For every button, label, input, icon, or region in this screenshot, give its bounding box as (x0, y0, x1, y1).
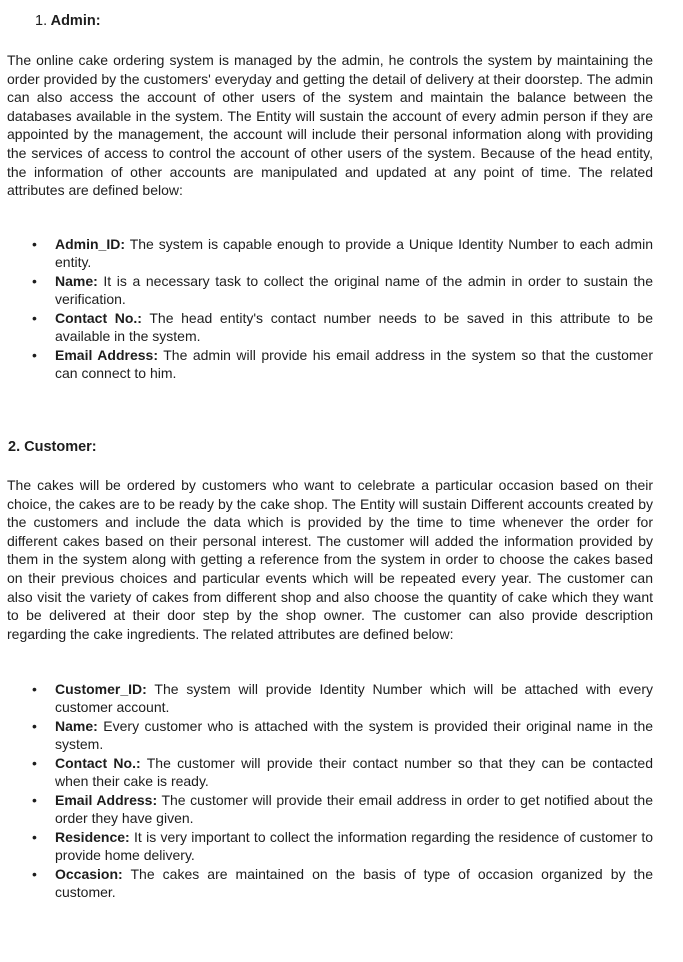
attribute-description: The system is capable enough to provide a Unique Identity Number to each admin entity. (55, 236, 653, 270)
attribute-term: Admin_ID: (55, 236, 125, 252)
attribute-description: Every customer who is attached with the system is provided their original name in the system. (55, 718, 654, 752)
attribute-description: It is a necessary task to collect the original name of the admin in order to sustain the verification. (55, 273, 654, 307)
bullet-icon: • (32, 718, 37, 734)
section-title: Customer: (24, 439, 97, 455)
attribute-text (55, 346, 653, 382)
attribute-text (55, 235, 653, 271)
bullet-icon: • (32, 755, 37, 771)
attribute-term: Name: (55, 273, 98, 289)
attribute-description: The admin will provide his email address in the system so that the customer can connect to him. (55, 347, 654, 381)
bullet-icon: • (32, 347, 37, 363)
bullet-icon: • (32, 792, 37, 808)
attribute-text (55, 680, 653, 716)
attribute-text (55, 309, 653, 345)
bullet-icon: • (32, 681, 37, 697)
attribute-description: The cakes are maintained on the basis of type of occasion organized by the customer. (55, 866, 653, 900)
attribute-text (55, 272, 653, 308)
attribute-text (55, 791, 653, 827)
bullet-icon: • (32, 236, 37, 252)
attribute-term: Customer_ID: (55, 681, 147, 697)
attribute-term: Contact No.: (55, 755, 141, 771)
section-heading-customer (8, 438, 97, 456)
section-number: 1. (35, 13, 48, 29)
section-paragraph-customer: The cakes will be ordered by customers who want to celebrate a particular occasion based on their choice, the cakes are to be ready by the cake shop. The Entity will sustain Different accounts created by the customers and include the data which is provided by the time to time whenever the order for different cakes based on their personal interest. The customer will added the information provided by them in the system along with getting a reference from the system in order to choose the cakes based on their previous choices and particular events which will be repeated every year. The customer can also visit the variety of cakes from different shop and also choose the quantity of cake which they want to be delivered at their door step by the shop owner. The customer can also provide description regarding the cake ingredients. The related attributes are defined below: (7, 477, 653, 642)
attribute-text (55, 828, 653, 864)
attribute-description: The head entity's contact number needs to be saved in this attribute to be available in the system. (55, 310, 653, 344)
section-heading-admin (35, 12, 101, 30)
bullet-icon: • (32, 866, 37, 882)
section-paragraph-admin: The online cake ordering system is managed by the admin, he controls the system by maintaining the order provided by the customers' everyday and getting the detail of delivery at their doorstep. The admin can also access the account of other users of the system and maintain the balance between the databases available in the system. The Entity will sustain the account of every admin person if they are appointed by the management, the account will include their personal information along with providing the services of access to control the account of other users of the system. Because of the head entity, the information of other accounts are manipulated and updated at any point of time. The related attributes are defined below: (7, 52, 653, 199)
attribute-term: Email Address: (55, 792, 158, 808)
section-number: 2. (8, 439, 21, 455)
bullet-icon: • (32, 310, 37, 326)
attribute-description: The customer will provide their email address in order to get notified about the order they have given. (55, 792, 653, 826)
attribute-text (55, 754, 653, 790)
attribute-description: The customer will provide their contact number so that they can be contacted when their cake is ready. (55, 755, 653, 789)
attribute-term: Contact No.: (55, 310, 142, 326)
attribute-text (55, 865, 653, 901)
attribute-term: Name: (55, 718, 98, 734)
attribute-text (55, 717, 653, 753)
bullet-icon: • (32, 273, 37, 289)
attribute-term: Occasion: (55, 866, 123, 882)
attribute-description: The system will provide Identity Number which will be attached with every customer account. (55, 681, 654, 715)
attribute-term: Email Address: (55, 347, 158, 363)
attribute-term: Residence: (55, 829, 130, 845)
section-title: Admin: (50, 13, 101, 29)
bullet-icon: • (32, 829, 37, 845)
attribute-description: It is very important to collect the information regarding the residence of customer to provide home delivery. (55, 829, 654, 863)
